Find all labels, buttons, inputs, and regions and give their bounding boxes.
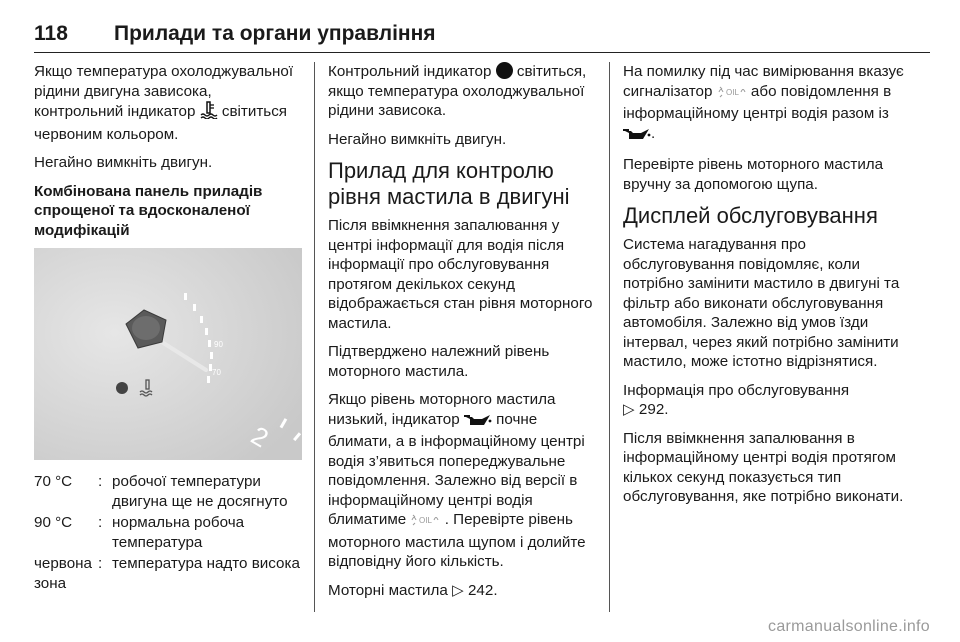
reference-text: Моторні мастила <box>328 581 448 599</box>
legend-key: червона зона <box>34 555 92 592</box>
svg-text:2: 2 <box>246 420 274 454</box>
legend-separator: : <box>98 514 103 531</box>
oil-can-icon <box>464 413 492 433</box>
section-heading-service-display: Дисплей обслуговування <box>623 203 878 228</box>
reference-text: Інформація про обслуговування <box>623 381 850 399</box>
legend-value: нормальна робоча температура <box>112 514 245 551</box>
coolant-warning-paragraph <box>34 62 302 144</box>
service-reminder-paragraph: Система нагадування про обслуговування повідомляє, коли потрібно замінити мастило в двигуні та фільтр або виконати обслуговування автомобіля. Залежно від умов їзди інтервал, через який потрібно замінити мастило, може істотно відрізнятися. <box>623 236 900 370</box>
paragraph-text: світиться, якщо температура охолоджувальної рідини зависока. <box>328 63 587 119</box>
paragraph-text: Контрольний індикатор <box>328 63 492 80</box>
warning-lamp-dot <box>116 382 128 394</box>
paragraph-text: Якщо рівень моторного мастила низький, індикатор <box>328 391 556 428</box>
page-reference[interactable]: 292. <box>638 401 669 418</box>
coolant-temperature-icon <box>200 101 218 125</box>
column-divider-1 <box>314 62 315 612</box>
cross-reference-engine-oils <box>328 581 596 601</box>
service-type-paragraph: Після ввімкнення запалювання в інформаційному центрі водія протягом кількох секунд показується тип обслуговування, яке потрібно виконати. <box>623 429 904 505</box>
warning-dot-icon <box>496 62 513 79</box>
legend-value: робочої температури двигуна ще не досягнуто <box>112 473 288 510</box>
gauge-label-90: 90 <box>214 340 223 349</box>
page-reference-arrow-icon: ▷ <box>623 401 635 418</box>
paragraph-text: світиться червоним кольором. <box>34 103 288 143</box>
coolant-gauge-figure <box>34 248 302 460</box>
legend-row <box>34 472 302 511</box>
section-heading-oil-level: Прилад для контролю рівня мастила в двигуні <box>328 158 570 209</box>
page-reference[interactable]: 242. <box>467 581 498 599</box>
subheading-instrument-panel: Комбінована панель приладів спрощеної та вдосконаленої модифікацій <box>34 182 263 239</box>
chapter-title: Прилади та органи управління <box>114 22 436 45</box>
oil-level-confirmed-paragraph: Підтверджено належний рівень моторного мастила. <box>328 343 550 380</box>
paragraph-text: . <box>651 124 656 142</box>
paragraph-text: або повідомлення в інформаційному центрі водія разом із <box>623 82 892 122</box>
oil-level-sensor-icon <box>717 85 747 105</box>
legend-key: 70 °C <box>34 473 73 490</box>
low-oil-paragraph <box>328 390 596 572</box>
column-1 <box>34 62 302 595</box>
legend-separator: : <box>98 555 103 572</box>
temperature-legend <box>34 472 302 593</box>
legend-value: температура надто висока <box>112 555 300 572</box>
indicator-paragraph <box>328 62 596 121</box>
legend-row <box>34 513 302 552</box>
page-number: 118 <box>34 22 68 45</box>
cross-reference-service <box>623 381 908 420</box>
oil-level-sensor-icon <box>410 513 440 533</box>
oil-level-info-paragraph: Після ввімкнення запалювання у центрі інформації для водія після інформації про обслуговування протягом декількох секунд відображається стан рівня моторного мастила. <box>328 217 593 332</box>
legend-separator: : <box>98 473 103 490</box>
paragraph-text: Якщо температура охолоджувальної рідини двигуна зависока, контрольний індикатор <box>34 63 294 120</box>
gauge-label-70: 70 <box>212 368 221 377</box>
oil-can-icon <box>623 127 651 147</box>
column-divider-2 <box>609 62 610 612</box>
page-reference-arrow-icon: ▷ <box>452 581 464 599</box>
shutdown-instruction: Негайно вимкніть двигун. <box>34 154 213 171</box>
measurement-error-paragraph <box>623 62 908 146</box>
legend-key: 90 °C <box>34 514 73 531</box>
paragraph-text: На помилку під час вимірювання вказує сигналізатор <box>623 63 904 100</box>
paragraph-text: почне блимати, а в інформаційному центрі водія з’явиться попереджувальне повідомлення. Залежно від версії в інформаційному центрі водія блиматиме <box>328 410 585 528</box>
legend-row <box>34 554 302 593</box>
column-3 <box>623 62 908 516</box>
shutdown-instruction: Негайно вимкніть двигун. <box>328 130 507 148</box>
page-header <box>34 22 930 52</box>
paragraph-text: . Перевірте рівень моторного мастила щупом і долийте відповідну його кількість. <box>328 511 586 570</box>
oil-icon-label: OIL <box>725 87 739 97</box>
header-rule <box>34 52 930 53</box>
oil-icon-label: OIL <box>419 516 433 525</box>
manual-check-paragraph: Перевірте рівень моторного мастила вручну за допомогою щупа. <box>623 156 884 193</box>
column-2 <box>328 62 596 609</box>
watermark: carmanualsonline.info <box>768 618 930 635</box>
